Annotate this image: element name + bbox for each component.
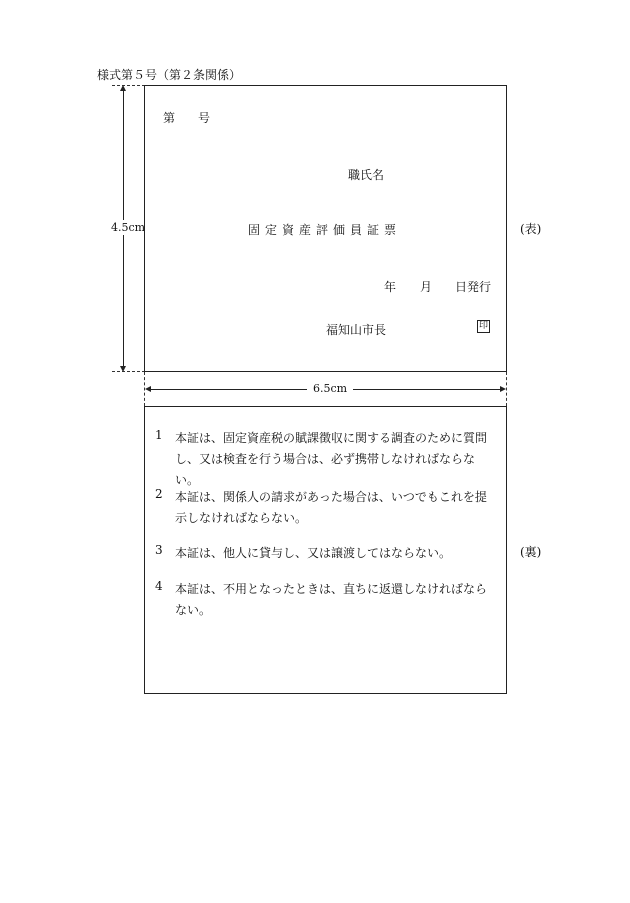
seal-mark: 印: [478, 321, 488, 331]
arrow-down-icon: [120, 366, 126, 372]
item-number: 1: [155, 428, 163, 442]
number-label-go: 号: [198, 111, 211, 125]
width-label: 6.5cm: [307, 382, 353, 395]
issue-year-label: 年: [384, 280, 397, 294]
front-side-label: (表): [520, 222, 542, 236]
item-text: 本証は、固定資産税の賦課徴収に関する調査のために質問し、又は検査を行う場合は、必ず携帯しなければならない。: [175, 431, 488, 487]
right-guide-line: [506, 372, 507, 406]
bottom-guide-line: [112, 371, 145, 372]
number-label-dai: 第: [163, 111, 176, 125]
certificate-title: 固定資産評価員証票: [248, 223, 402, 237]
position-name-label: 職氏名: [348, 168, 385, 182]
back-card: [144, 406, 507, 694]
arrow-right-icon: [500, 386, 506, 392]
issue-month-label: 月: [420, 280, 433, 294]
item-text: 本証は、不用となったときは、直ちに返還しなければならない。: [175, 582, 488, 617]
item-number: 4: [155, 579, 163, 593]
front-card: [144, 85, 507, 372]
height-label: 4.5cm: [111, 221, 146, 234]
top-guide-line: [112, 85, 145, 86]
back-side-label: (裏): [520, 545, 542, 559]
item-number: 3: [155, 543, 163, 557]
issue-day-label: 日発行: [455, 280, 492, 294]
item-number: 2: [155, 487, 163, 501]
arrow-up-icon: [120, 85, 126, 91]
item-text: 本証は、他人に貸与し、又は譲渡してはならない。: [175, 546, 452, 560]
issuer-name: 福知山市長: [326, 323, 387, 337]
item-text: 本証は、関係人の請求があった場合は、いつでもこれを提示しなければならない。: [175, 490, 487, 525]
form-title: 様式第５号（第２条関係）: [97, 68, 242, 82]
arrow-left-icon: [145, 386, 151, 392]
